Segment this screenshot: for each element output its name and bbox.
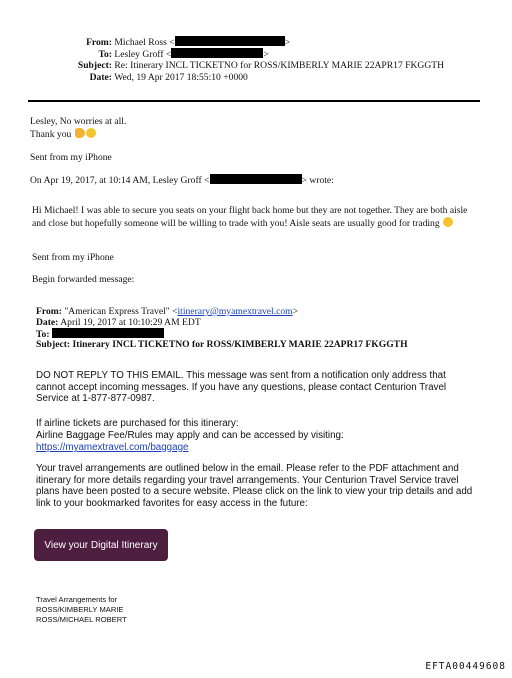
reply-sent-from: Sent from my iPhone [30,152,112,163]
header-date [46,72,248,84]
quoted-sent-from: Sent from my iPhone [32,252,114,263]
baggage-link[interactable]: https://myamextravel.com/baggage [36,442,189,453]
redaction-bar [175,36,285,46]
fwd-date-label: Date: [36,317,59,328]
quote-intro-post: > wrote: [301,175,334,186]
header-subject [46,60,444,72]
reply-thanks: Thank you [30,129,72,140]
reply-line-2 [30,128,470,141]
document-id: EFTA00449608 [425,661,506,672]
bracket: > [284,37,291,48]
quote-intro [30,174,470,187]
wink-icon [443,217,453,227]
fwd-subject-text: Itinerary INCL TICKETNO for ROSS/KIMBERLY MARIE 22APR17 FKGGTH [72,339,408,350]
arrangements-text: Your travel arrangements are outlined below in the email. Please refer to the PDF attachment and itinerary for more details regarding your travel arrangements. Your Centurion Travel Service travel plans have been posted to a secure website. Please click on the link to view your trip details and add link to your bookmarked favorites for easy access in the future: [36,463,473,509]
baggage-line-1: If airline tickets are purchased for this itinerary: [36,418,239,429]
fwd-subject-label: Subject: [36,339,71,350]
date-text: Wed, 19 Apr 2017 18:55:10 +0000 [114,72,248,83]
fwd-from-email[interactable]: itinerary@myamextravel.com [177,306,293,317]
from-label: From: [86,37,112,48]
from-name: Michael Ross < [114,37,175,48]
quoted-body [32,205,472,230]
date-label: Date: [89,72,112,83]
fwd-from-label: From: [36,306,62,317]
to-name: Lesley Groff < [114,49,172,60]
header-divider [28,100,480,102]
fwd-from [36,306,298,317]
smile-icon [86,128,96,138]
forward-intro: Begin forwarded message: [32,274,135,285]
subject-label: Subject: [77,60,112,71]
traveler-2: ROSS/MICHAEL ROBERT [36,615,127,624]
fwd-subject [36,339,408,350]
redaction-bar [171,48,263,58]
notice-text: DO NOT REPLY TO THIS EMAIL. This message was sent from a notification only address that cannot accept incoming messages. If you have any questions, please contact Centurion Travel Service at 1-877-877-0987. [36,370,447,405]
quoted-body-text: Hi Michael! I was able to secure you seats on your flight back home but they are not together. They are both aisle and close but hopefully someone will be willing to trade with you! Aisle seats are usually good for trading [32,205,468,229]
fwd-date [36,317,201,328]
fwd-from-close: > [292,306,299,317]
subject-text: Re: Itinerary INCL TICKETNO for ROSS/KIMBERLY MARIE 22APR17 FKGGTH [114,60,445,71]
baggage-line-2: Airline Baggage Fee/Rules may apply and can be accessed by visiting: [36,430,344,441]
view-digital-itinerary-button[interactable]: View your Digital Itinerary [34,529,168,561]
thumbs-up-icon [75,128,85,138]
traveler-1: ROSS/KIMBERLY MARIE [36,605,124,614]
redaction-bar [52,328,164,338]
to-label: To: [98,49,112,60]
redaction-bar [210,174,302,184]
travel-for-label: Travel Arrangements for [36,595,118,604]
reply-line-1: Lesley, No worries at all. [30,116,127,127]
bracket: > [263,49,269,60]
fwd-to-label: To: [36,329,50,340]
baggage-link-row [36,442,476,454]
fwd-from-name: "American Express Travel" < [64,306,178,317]
quote-intro-pre: On Apr 19, 2017, at 10:14 AM, Lesley Groff < [30,175,210,186]
fwd-date-text: April 19, 2017 at 10:10:29 AM EDT [60,317,201,328]
